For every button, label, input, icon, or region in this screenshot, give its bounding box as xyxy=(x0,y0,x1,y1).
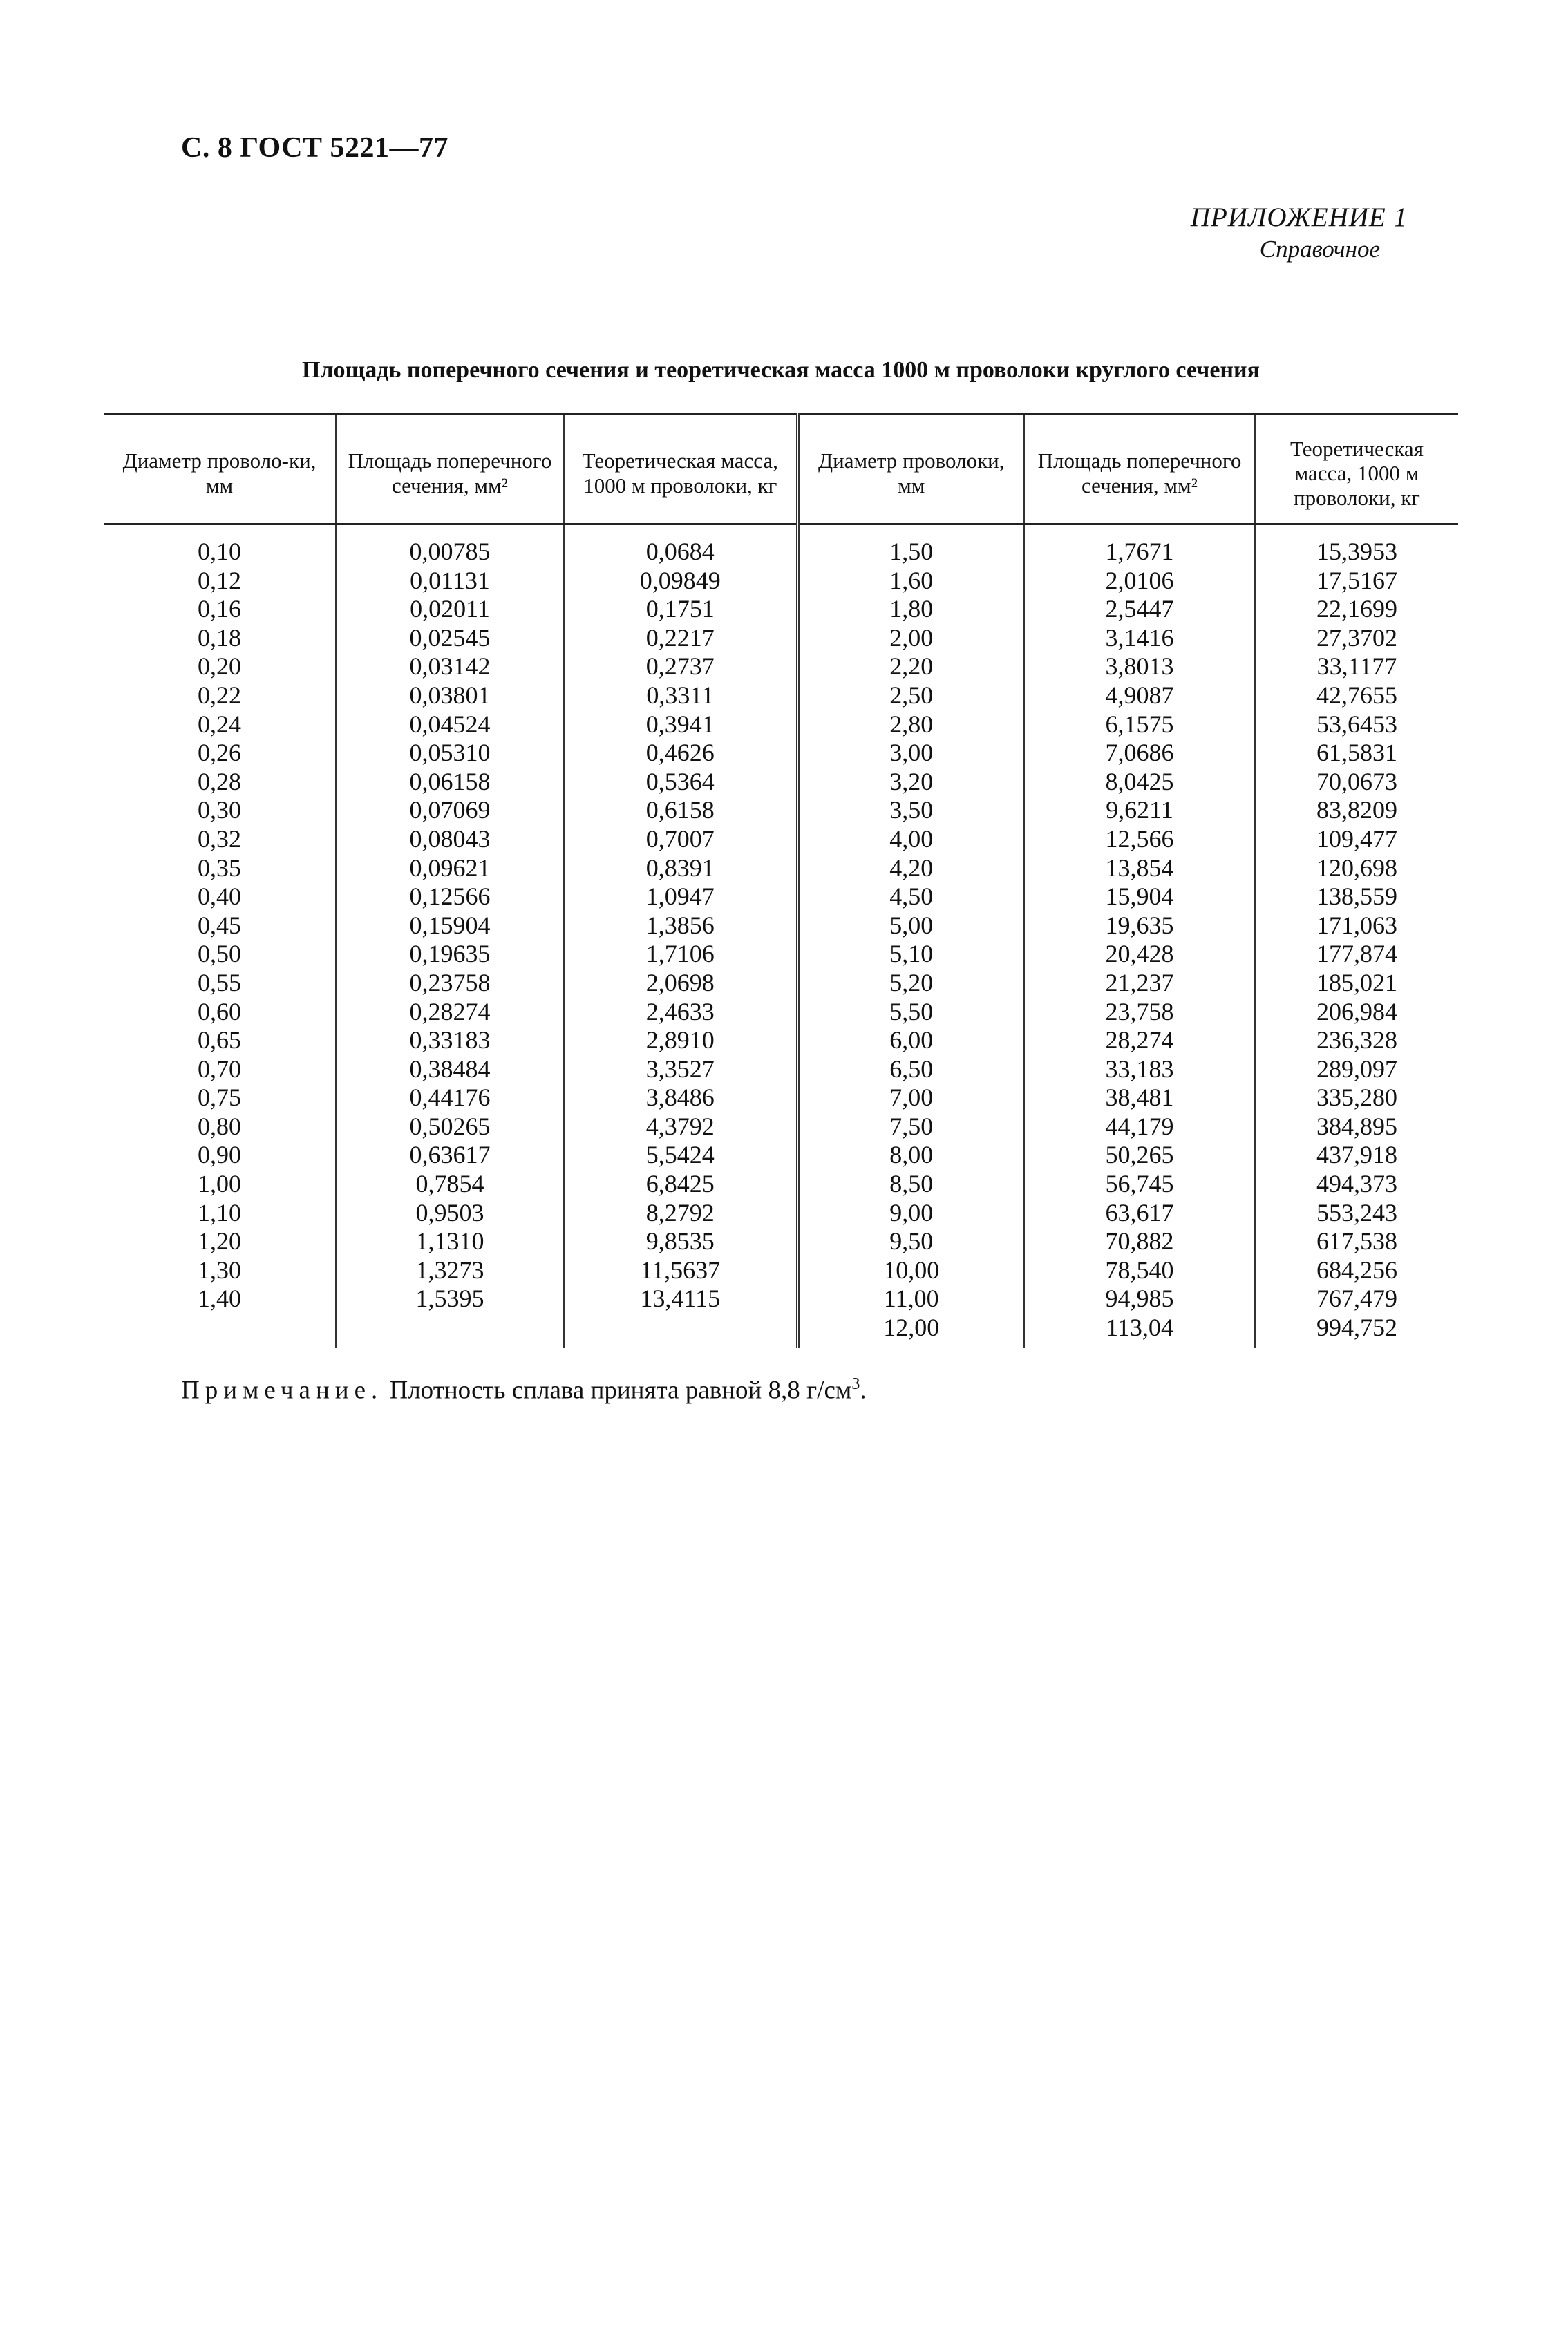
cell-mass-right: 684,256 xyxy=(1255,1256,1458,1285)
cell-mass-right: 289,097 xyxy=(1255,1055,1458,1084)
cell-diameter-left: 0,80 xyxy=(198,1112,241,1140)
cell-diameter-right: 2,80 xyxy=(797,710,1024,739)
cell-diameter-right: 2,20 xyxy=(797,652,1024,681)
cell-mass-right: 335,280 xyxy=(1255,1084,1458,1113)
table-body xyxy=(104,524,1458,1348)
cell-mass-left: 8,2792 xyxy=(564,1199,797,1228)
cell-mass-right: 185,021 xyxy=(1255,969,1458,998)
cell-diameter-right: 10,00 xyxy=(797,1256,1024,1285)
cell-mass-left: 0,2217 xyxy=(564,624,797,653)
cell-mass-right: 53,6453 xyxy=(1255,710,1458,739)
cell-diameter-left: 0,50 xyxy=(198,940,241,968)
cell-diameter-right: 5,50 xyxy=(797,998,1024,1027)
cell-mass-right: 138,559 xyxy=(1255,882,1458,911)
cell-area-left: 0,44176 xyxy=(336,1084,564,1113)
cell-diameter-left: 0,22 xyxy=(198,681,241,709)
cell-area-right: 113,04 xyxy=(1024,1314,1255,1348)
cell-area-left: 0,00785 xyxy=(336,524,564,567)
cell-area-right: 2,0106 xyxy=(1024,567,1255,596)
table-row xyxy=(104,1113,1458,1142)
cell-diameter-right: 7,50 xyxy=(797,1113,1024,1142)
cell-mass-right: 70,0673 xyxy=(1255,768,1458,797)
cell-mass-right: 767,479 xyxy=(1255,1285,1458,1314)
cell-diameter-left: 0,20 xyxy=(198,652,241,681)
cell-area-right: 12,566 xyxy=(1024,825,1255,854)
cell-mass-left: 0,4626 xyxy=(564,739,797,768)
table-row xyxy=(104,940,1458,969)
cell-area-right: 7,0686 xyxy=(1024,739,1255,768)
cell-area-left: 1,1310 xyxy=(336,1227,564,1256)
cell-mass-right: 236,328 xyxy=(1255,1026,1458,1055)
cell-diameter-left: 0,45 xyxy=(198,911,241,939)
table-row xyxy=(104,739,1458,768)
cell-area-left: 0,03801 xyxy=(336,681,564,710)
table-row xyxy=(104,998,1458,1027)
cell-area-right: 78,540 xyxy=(1024,1256,1255,1285)
table-row xyxy=(104,1055,1458,1084)
cell-area-left: 0,23758 xyxy=(336,969,564,998)
cell-area-right: 20,428 xyxy=(1024,940,1255,969)
column-header-diameter-left: Диаметр проволо-ки, мм xyxy=(104,415,336,524)
cell-mass-left: 1,7106 xyxy=(564,940,797,969)
cell-area-right: 4,9087 xyxy=(1024,681,1255,710)
cell-mass-left: 0,3941 xyxy=(564,710,797,739)
cell-area-right: 8,0425 xyxy=(1024,768,1255,797)
table-header-row xyxy=(104,415,1458,524)
cell-mass-left: 6,8425 xyxy=(564,1170,797,1199)
table-row xyxy=(104,1084,1458,1113)
column-header-area-right: Площадь поперечного сечения, мм² xyxy=(1024,415,1255,524)
cell-mass-left: 0,09849 xyxy=(564,567,797,596)
cell-mass-right: 42,7655 xyxy=(1255,681,1458,710)
cell-area-right: 19,635 xyxy=(1024,911,1255,940)
cell-mass-right: 206,984 xyxy=(1255,998,1458,1027)
table-row xyxy=(104,595,1458,624)
table-row xyxy=(104,796,1458,825)
cell-mass-left: 1,3856 xyxy=(564,911,797,940)
table-row xyxy=(104,567,1458,596)
cell-diameter-left: 0,30 xyxy=(198,796,241,824)
table-container xyxy=(104,413,1458,1348)
table-row xyxy=(104,624,1458,653)
cell-area-left: 0,19635 xyxy=(336,940,564,969)
cell-area-left: 0,9503 xyxy=(336,1199,564,1228)
table-row xyxy=(104,911,1458,940)
cell-area-left: 0,07069 xyxy=(336,796,564,825)
cell-mass-right: 994,752 xyxy=(1255,1314,1458,1348)
column-header-area-left: Площадь поперечного сечения, мм² xyxy=(336,415,564,524)
note-end: . xyxy=(860,1376,867,1405)
cell-mass-left: 0,7007 xyxy=(564,825,797,854)
cell-mass-right: 120,698 xyxy=(1255,854,1458,883)
cell-diameter-left: 0,35 xyxy=(198,853,241,882)
table-row xyxy=(104,524,1458,567)
cell-area-left: 0,50265 xyxy=(336,1113,564,1142)
cell-area-right: 15,904 xyxy=(1024,882,1255,911)
cell-area-left: 0,06158 xyxy=(336,768,564,797)
cell-diameter-right: 8,00 xyxy=(797,1141,1024,1170)
cell-area-left: 0,15904 xyxy=(336,911,564,940)
cell-diameter-left: 0,26 xyxy=(198,739,241,767)
cell-diameter-right: 4,00 xyxy=(797,825,1024,854)
cell-mass-right: 171,063 xyxy=(1255,911,1458,940)
cell-area-right: 56,745 xyxy=(1024,1170,1255,1199)
cell-diameter-left: 0,28 xyxy=(198,767,241,795)
table-row xyxy=(104,1199,1458,1228)
table-row xyxy=(104,681,1458,710)
cell-mass-right: 384,895 xyxy=(1255,1113,1458,1142)
cell-diameter-left: 0,75 xyxy=(198,1084,241,1112)
cell-mass-right: 61,5831 xyxy=(1255,739,1458,768)
cell-area-right: 44,179 xyxy=(1024,1113,1255,1142)
note-superscript: 3 xyxy=(851,1375,860,1393)
cell-diameter-right: 5,00 xyxy=(797,911,1024,940)
cell-area-right: 38,481 xyxy=(1024,1084,1255,1113)
cell-area-left: 0,03142 xyxy=(336,652,564,681)
cell-mass-left: 0,0684 xyxy=(564,524,797,567)
cell-mass-left: 2,4633 xyxy=(564,998,797,1027)
cell-diameter-right: 5,10 xyxy=(797,940,1024,969)
appendix-title: ПРИЛОЖЕНИЕ 1 xyxy=(1190,202,1408,232)
cell-mass-right: 27,3702 xyxy=(1255,624,1458,653)
cell-area-left: 1,3273 xyxy=(336,1256,564,1285)
cell-area-right: 3,8013 xyxy=(1024,652,1255,681)
cell-mass-left xyxy=(564,1314,797,1348)
cell-mass-left: 0,6158 xyxy=(564,796,797,825)
cell-diameter-left: 0,18 xyxy=(198,623,241,652)
cell-diameter-left: 0,65 xyxy=(198,1026,241,1054)
cell-diameter-right: 2,50 xyxy=(797,681,1024,710)
cell-mass-left: 9,8535 xyxy=(564,1227,797,1256)
cell-area-right: 50,265 xyxy=(1024,1141,1255,1170)
cell-diameter-right: 9,00 xyxy=(797,1199,1024,1228)
table-row xyxy=(104,1227,1458,1256)
cell-area-right: 94,985 xyxy=(1024,1285,1255,1314)
cell-diameter-left: 1,00 xyxy=(198,1170,241,1198)
cell-mass-right: 33,1177 xyxy=(1255,652,1458,681)
cell-area-right: 28,274 xyxy=(1024,1026,1255,1055)
cell-mass-right: 15,3953 xyxy=(1255,524,1458,567)
cell-diameter-left: 0,10 xyxy=(198,538,241,565)
cell-diameter-right: 4,20 xyxy=(797,854,1024,883)
cell-mass-right: 109,477 xyxy=(1255,825,1458,854)
cell-area-right: 63,617 xyxy=(1024,1199,1255,1228)
cell-mass-left: 0,8391 xyxy=(564,854,797,883)
cell-diameter-right: 3,20 xyxy=(797,768,1024,797)
cell-diameter-right: 3,00 xyxy=(797,739,1024,768)
cell-diameter-left: 0,16 xyxy=(198,595,241,623)
cell-mass-left: 5,5424 xyxy=(564,1141,797,1170)
cell-mass-right: 617,538 xyxy=(1255,1227,1458,1256)
table-row xyxy=(104,768,1458,797)
appendix-subtitle: Справочное xyxy=(1259,236,1380,263)
cell-area-left: 0,04524 xyxy=(336,710,564,739)
table-row xyxy=(104,825,1458,854)
cell-area-left: 0,38484 xyxy=(336,1055,564,1084)
cell-mass-left: 2,0698 xyxy=(564,969,797,998)
table-row xyxy=(104,1256,1458,1285)
cell-area-right: 70,882 xyxy=(1024,1227,1255,1256)
cell-mass-left: 0,3311 xyxy=(564,681,797,710)
page-header: С. 8 ГОСТ 5221—77 xyxy=(181,132,449,164)
cell-diameter-left: 0,40 xyxy=(198,882,241,911)
cell-mass-right: 17,5167 xyxy=(1255,567,1458,596)
cell-area-right: 6,1575 xyxy=(1024,710,1255,739)
table-row xyxy=(104,1170,1458,1199)
cell-area-right: 23,758 xyxy=(1024,998,1255,1027)
note xyxy=(181,1375,867,1405)
cell-mass-left: 3,3527 xyxy=(564,1055,797,1084)
cell-mass-left: 1,0947 xyxy=(564,882,797,911)
cell-diameter-right: 1,80 xyxy=(797,595,1024,624)
cell-mass-left: 4,3792 xyxy=(564,1113,797,1142)
column-header-mass-right: Теоретическая масса, 1000 м проволоки, кг xyxy=(1255,415,1458,524)
cell-diameter-right: 6,50 xyxy=(797,1055,1024,1084)
cell-diameter-right: 5,20 xyxy=(797,969,1024,998)
cell-area-right: 13,854 xyxy=(1024,854,1255,883)
column-header-diameter-right: Диаметр проволоки, мм xyxy=(797,415,1024,524)
cell-mass-left: 0,5364 xyxy=(564,768,797,797)
cell-diameter-left: 0,60 xyxy=(198,997,241,1025)
cell-mass-left: 13,4115 xyxy=(564,1285,797,1314)
cell-mass-right: 437,918 xyxy=(1255,1141,1458,1170)
cell-mass-left: 2,8910 xyxy=(564,1026,797,1055)
cell-area-left: 0,63617 xyxy=(336,1141,564,1170)
table-row xyxy=(104,1314,1458,1348)
note-label: Примечание. xyxy=(181,1376,384,1405)
table-row xyxy=(104,969,1458,998)
cell-diameter-right: 1,60 xyxy=(797,567,1024,596)
cell-area-right: 2,5447 xyxy=(1024,595,1255,624)
cell-area-left xyxy=(336,1314,564,1348)
cell-mass-right: 177,874 xyxy=(1255,940,1458,969)
cell-mass-right: 22,1699 xyxy=(1255,595,1458,624)
cell-diameter-left: 0,12 xyxy=(198,566,241,594)
cell-diameter-right: 6,00 xyxy=(797,1026,1024,1055)
cell-area-left: 0,28274 xyxy=(336,998,564,1027)
table-row xyxy=(104,1285,1458,1314)
cell-diameter-left: 0,32 xyxy=(198,824,241,853)
cell-diameter-right: 8,50 xyxy=(797,1170,1024,1199)
cell-diameter-left: 0,55 xyxy=(198,968,241,996)
cell-area-right: 1,7671 xyxy=(1024,524,1255,567)
cell-area-right: 9,6211 xyxy=(1024,796,1255,825)
cell-area-left: 0,12566 xyxy=(336,882,564,911)
column-header-mass-left: Теоретическая масса, 1000 м проволоки, кг xyxy=(564,415,797,524)
cell-mass-right: 553,243 xyxy=(1255,1199,1458,1228)
cell-area-left: 0,05310 xyxy=(336,739,564,768)
table-row xyxy=(104,652,1458,681)
cell-area-left: 1,5395 xyxy=(336,1285,564,1314)
cell-diameter-right: 2,00 xyxy=(797,624,1024,653)
cell-diameter-right: 12,00 xyxy=(797,1314,1024,1348)
cell-area-right: 21,237 xyxy=(1024,969,1255,998)
cell-diameter-right: 1,50 xyxy=(797,524,1024,567)
cell-mass-left: 0,1751 xyxy=(564,595,797,624)
cell-area-left: 0,02545 xyxy=(336,624,564,653)
cell-mass-left: 11,5637 xyxy=(564,1256,797,1285)
appendix-block xyxy=(1191,202,1408,263)
cell-diameter-right: 9,50 xyxy=(797,1227,1024,1256)
note-text: Плотность сплава принята равной 8,8 г/см xyxy=(389,1376,852,1405)
cell-area-left: 0,08043 xyxy=(336,825,564,854)
table-row xyxy=(104,1141,1458,1170)
cell-diameter-left xyxy=(104,1314,336,1348)
cell-diameter-left: 1,40 xyxy=(198,1285,241,1313)
table-title: Площадь поперечного сечения и теоретическая масса 1000 м проволоки круглого сечения xyxy=(302,357,1260,383)
cell-diameter-left: 1,10 xyxy=(198,1198,241,1227)
cell-area-left: 0,01131 xyxy=(336,567,564,596)
cell-diameter-left: 0,24 xyxy=(198,710,241,738)
cell-mass-right: 494,373 xyxy=(1255,1170,1458,1199)
cell-area-left: 0,02011 xyxy=(336,595,564,624)
cell-mass-left: 3,8486 xyxy=(564,1084,797,1113)
table-row xyxy=(104,1026,1458,1055)
table-row xyxy=(104,882,1458,911)
cell-diameter-left: 0,70 xyxy=(198,1054,241,1083)
cell-area-left: 0,33183 xyxy=(336,1026,564,1055)
cell-diameter-left: 0,90 xyxy=(198,1141,241,1169)
cell-mass-left: 0,2737 xyxy=(564,652,797,681)
cell-diameter-right: 4,50 xyxy=(797,882,1024,911)
table-row xyxy=(104,710,1458,739)
wire-data-table xyxy=(104,413,1458,1348)
table-row xyxy=(104,854,1458,883)
cell-diameter-left: 1,20 xyxy=(198,1227,241,1256)
cell-area-right: 33,183 xyxy=(1024,1055,1255,1084)
cell-diameter-right: 11,00 xyxy=(797,1285,1024,1314)
cell-diameter-left: 1,30 xyxy=(198,1256,241,1284)
cell-diameter-right: 7,00 xyxy=(797,1084,1024,1113)
cell-area-left: 0,09621 xyxy=(336,854,564,883)
cell-area-left: 0,7854 xyxy=(336,1170,564,1199)
cell-mass-right: 83,8209 xyxy=(1255,796,1458,825)
cell-diameter-right: 3,50 xyxy=(797,796,1024,825)
cell-area-right: 3,1416 xyxy=(1024,624,1255,653)
